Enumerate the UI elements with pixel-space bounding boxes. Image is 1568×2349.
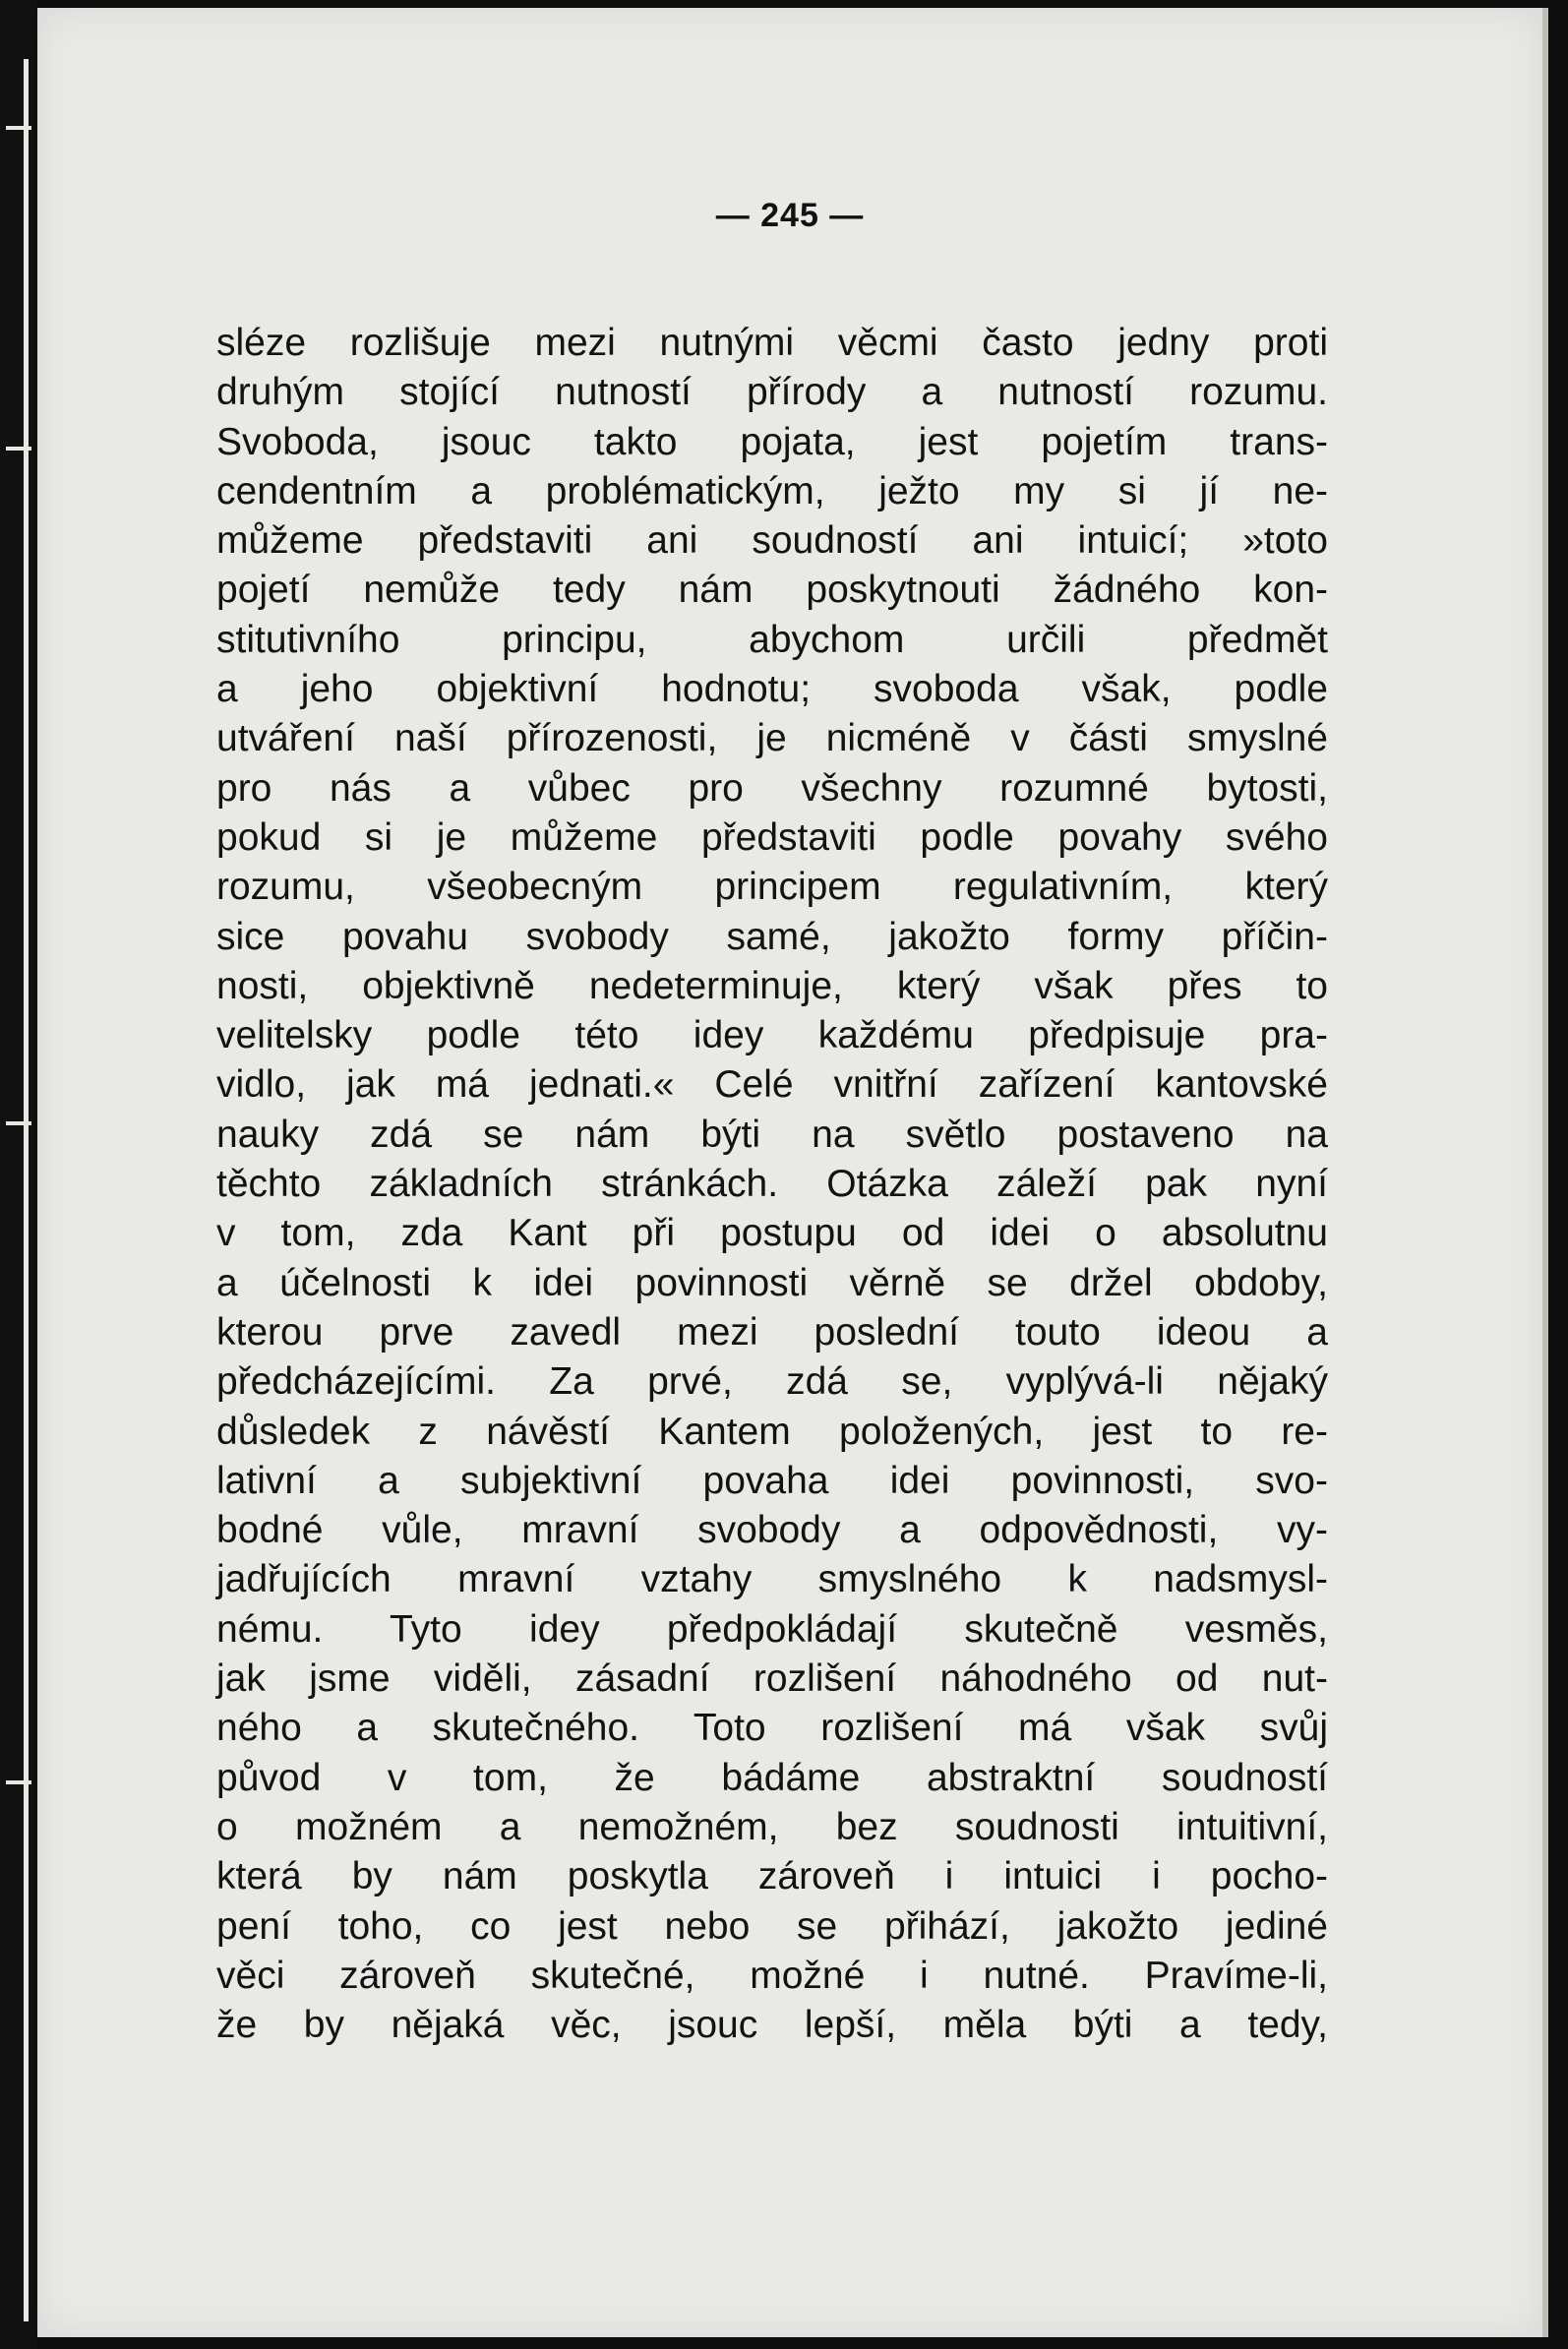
body-text [216,319,1328,2050]
text-line: ného a skutečného. Toto rozlišení má však svůj [216,1707,1328,1750]
text-line: sice povahu svobody samé, jakožto formy příčin- [216,915,1328,958]
text-line: nauky zdá se nám býti na světlo postaveno na [216,1113,1328,1156]
text-line: že by nějaká věc, jsouc lepší, měla býti a tedy, [216,2004,1328,2047]
book-page [37,8,1548,2337]
text-line: jak jsme viděli, zásadní rozlišení náhodného od nut- [216,1657,1328,1701]
text-line: věci zároveň skutečné, možné i nutné. Pravíme-li, [216,1954,1328,1997]
page-number: — 245 — [715,197,865,234]
text-line: utváření naší přírozenosti, je nicméně v části smyslné [216,717,1328,760]
spine-tick [6,126,31,130]
text-line: těchto základních stránkách. Otázka záleží pak nyní [216,1163,1328,1206]
text-line: vidlo, jak má jednati.« Celé vnitřní zařízení kantovské [216,1063,1328,1107]
spine-tick [6,1121,31,1125]
text-line: bodné vůle, mravní svobody a odpovědnosti, vy- [216,1509,1328,1552]
text-line: sléze rozlišuje mezi nutnými věcmi často jedny proti [216,322,1328,364]
text-line: která by nám poskytla zároveň i intuici i pocho- [216,1855,1328,1898]
text-line: a jeho objektivní hodnotu; svoboda však, podle [216,668,1328,711]
text-line: jadřujících mravní vztahy smyslného k nadsmysl- [216,1558,1328,1601]
text-line: Svoboda, jsouc takto pojata, jest pojetím trans- [216,420,1328,463]
text-line: nosti, objektivně nedeterminuje, který však přes to [216,964,1328,1007]
text-line: v tom, zda Kant při postupu od idei o absolutnu [216,1212,1328,1255]
text-line: cendentním a problématickým, ježto my si jí ne- [216,469,1328,512]
text-line: můžeme představiti ani soudností ani intuicí; »toto [216,519,1328,563]
text-line: původ v tom, že bádáme abstraktní soudností [216,1756,1328,1799]
text-line: rozumu, všeobecným principem regulativním, který [216,866,1328,909]
text-line: a účelnosti k idei povinnosti věrně se držel obdoby, [216,1261,1328,1304]
text-line: důsledek z návěstí Kantem položených, jest to re- [216,1410,1328,1453]
text-line: pokud si je můžeme představiti podle povahy svého [216,815,1328,859]
book-spine-edge [0,0,37,2349]
spine-rule [24,59,29,2321]
text-line: o možném a nemožném, bez soudnosti intuitivní, [216,1805,1328,1848]
text-line: stitutivního principu, abychom určili předmět [216,618,1328,661]
text-line: lativní a subjektivní povaha idei povinnosti, svo- [216,1459,1328,1502]
text-line: předcházejícími. Za prvé, zdá se, vyplývá-li nějaký [216,1360,1328,1404]
text-line: nému. Tyto idey předpokládají skutečně vesměs, [216,1607,1328,1651]
text-line: pojetí nemůže tedy nám poskytnouti žádného kon- [216,569,1328,612]
text-line: pro nás a vůbec pro všechny rozumné bytosti, [216,766,1328,810]
text-line: pení toho, co jest nebo se přihází, jakožto jediné [216,1904,1328,1948]
spine-tick [6,1780,31,1784]
text-line: velitelsky podle této idey každému předpisuje pra- [216,1014,1328,1057]
text-line: kterou prve zavedl mezi poslední touto ideou a [216,1310,1328,1354]
text-line: druhým stojící nutností přírody a nutností rozumu. [216,371,1328,414]
spine-tick [6,447,31,451]
